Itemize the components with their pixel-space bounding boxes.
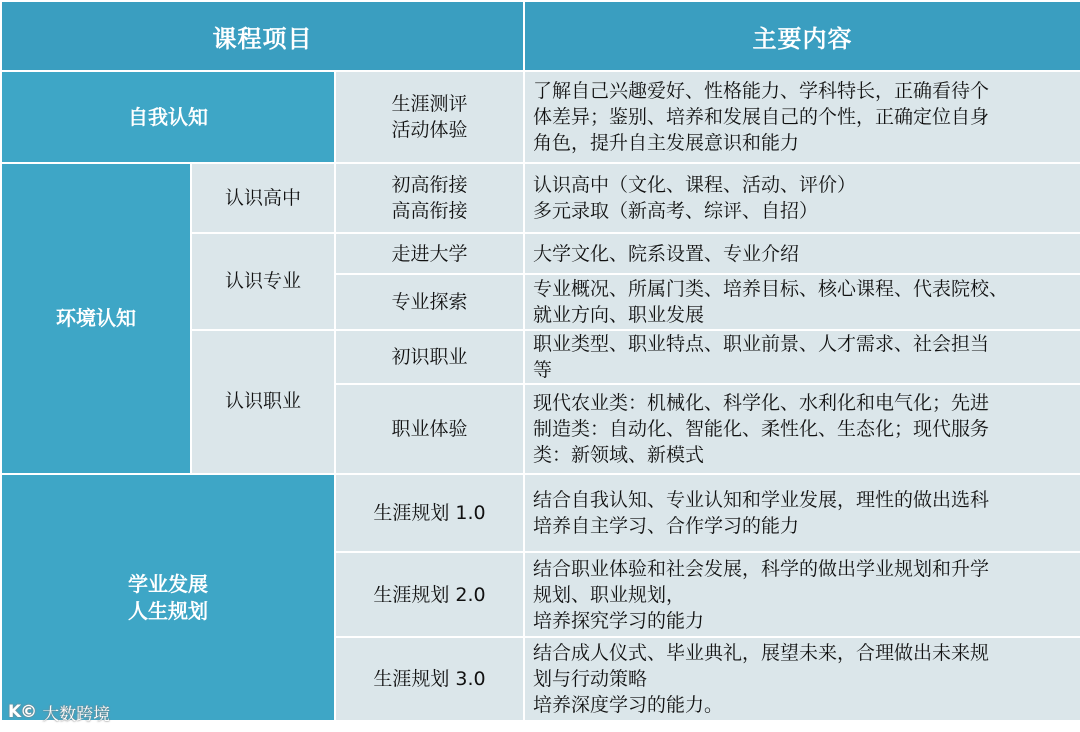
- content-career-assessment: 了解自己兴趣爱好、性格能力、学科特长，正确看待个 体差异；鉴别、培养和发展自己的个性，正确定位自身 角色，提升自主发展意识和能力: [524, 71, 1080, 163]
- subcategory-high-school: 认识高中: [191, 163, 335, 233]
- header-row: [1, 1, 1080, 71]
- item-career-plan-3: 生涯规划 3.0: [335, 637, 524, 721]
- item-career-intro: 初识职业: [335, 330, 524, 384]
- category-academic-life-planning: 学业发展 人生规划: [1, 474, 335, 721]
- content-career-plan-1: 结合自我认知、专业认知和学业发展，理性的做出选科 培养自主学习、合作学习的能力: [524, 474, 1080, 552]
- header-course-project: 课程项目: [1, 1, 524, 71]
- subcategory-major: 认识专业: [191, 233, 335, 329]
- content-career-intro: 职业类型、职业特点、职业前景、人才需求、社会担当 等: [524, 330, 1080, 384]
- table-row: [1, 474, 1080, 552]
- item-career-assessment: 生涯测评 活动体验: [335, 71, 524, 163]
- header-main-content: 主要内容: [524, 1, 1080, 71]
- watermark-text: 大数跨境: [42, 704, 111, 725]
- subcategory-career: 认识职业: [191, 330, 335, 474]
- item-visit-university: 走进大学: [335, 233, 524, 273]
- item-career-experience: 职业体验: [335, 384, 524, 474]
- category-self-awareness: 自我认知: [1, 71, 335, 163]
- brand-logo-icon: K©: [8, 702, 37, 722]
- content-visit-university: 大学文化、院系设置、专业介绍: [524, 233, 1080, 273]
- item-career-plan-2: 生涯规划 2.0: [335, 552, 524, 636]
- item-career-plan-1: 生涯规划 1.0: [335, 474, 524, 552]
- content-career-plan-3: 结合成人仪式、毕业典礼，展望未来，合理做出未来规 划与行动策略 培养深度学习的能力。: [524, 637, 1080, 721]
- content-transition: 认识高中（文化、课程、活动、评价） 多元录取（新高考、综评、自招）: [524, 163, 1080, 233]
- content-major-exploration: 专业概况、所属门类、培养目标、核心课程、代表院校、 就业方向、职业发展: [524, 274, 1080, 330]
- content-career-experience: 现代农业类：机械化、科学化、水利化和电气化；先进 制造类：自动化、智能化、柔性化、生态化；现代服务 类：新领域、新模式: [524, 384, 1080, 474]
- watermark: [8, 697, 158, 727]
- table-row: [1, 71, 1080, 163]
- item-transition: 初高衔接 高高衔接: [335, 163, 524, 233]
- table-row: [1, 163, 1080, 233]
- category-environment-awareness: 环境认知: [1, 163, 191, 474]
- content-career-plan-2: 结合职业体验和社会发展，科学的做出学业规划和升学 规划、职业规划， 培养探究学习的能力: [524, 552, 1080, 636]
- item-major-exploration: 专业探索: [335, 274, 524, 330]
